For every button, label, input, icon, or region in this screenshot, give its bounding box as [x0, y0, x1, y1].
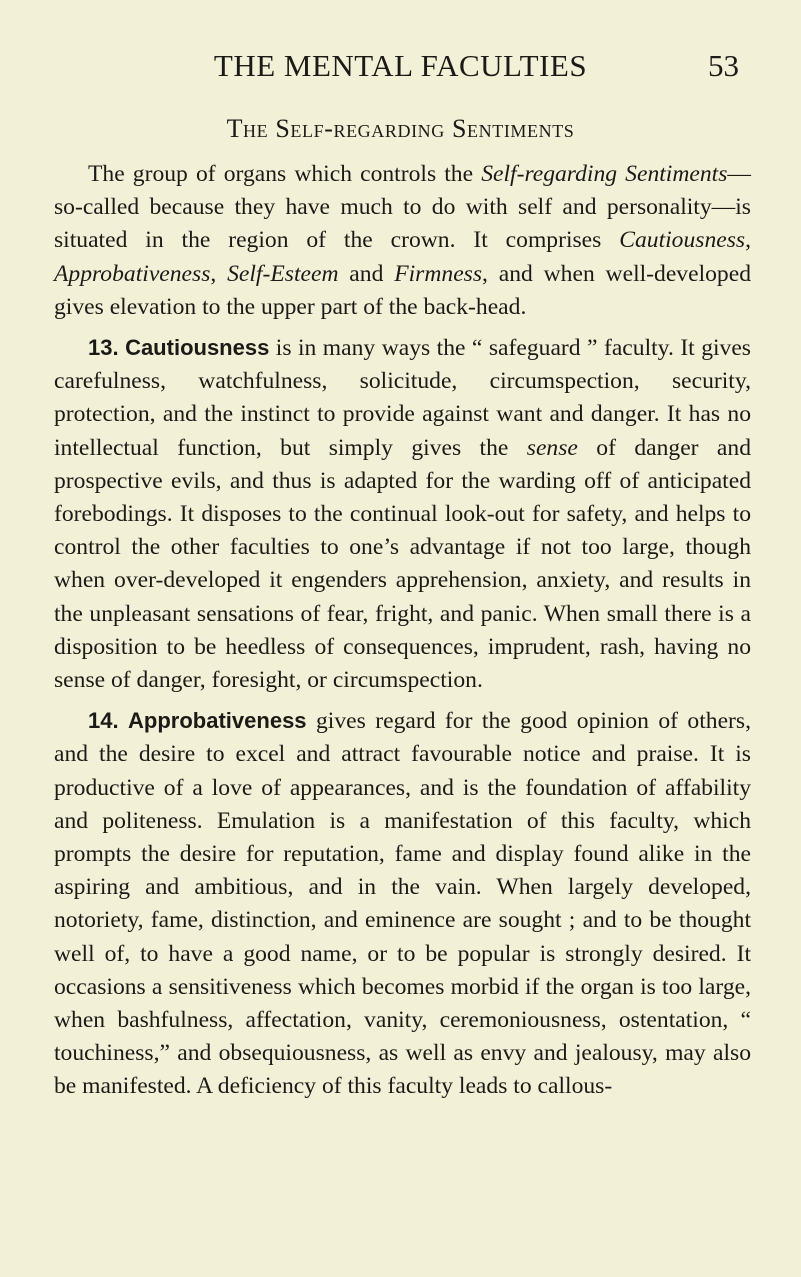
- intro-text: The group of organs which controls the: [88, 161, 482, 187]
- running-title: THE MENTAL FACULTIES: [213, 48, 588, 83]
- intro-paragraph: [54, 158, 751, 324]
- term-self-esteem: Self-Esteem: [227, 260, 339, 287]
- page-number: 53: [708, 48, 739, 83]
- emphasis-sense: sense: [526, 434, 578, 461]
- paragraph-text: is in many ways the “ safeguard ” faculty. It gives carefulness, watchfulness, solicitude, circumspection, security, protection, and the instinct to provide against want and danger. It has no intellectual function, but simply gives the: [54, 335, 751, 461]
- cautiousness-paragraph: [54, 331, 751, 697]
- term-self-regarding-sentiments: Self-regarding Sentiments: [481, 161, 728, 187]
- running-head: [54, 46, 747, 86]
- separator-text: and: [338, 260, 395, 287]
- paragraph-number: 13.: [88, 335, 119, 361]
- faculty-name: Cautiousness: [125, 335, 270, 361]
- paragraph-text: gives regard for the good opinion of others, and the desire to excel and attract favourable notice and praise. It is productive of a love of appearances, and is the foundation of affability and politeness. Emulation is a manifestation of this faculty, which prompts the desire for reputation, fame and display found alike in the aspiring and ambitious, and in the vain. When largely developed, notoriety, fame, distinction, and eminence are sought ; and to be thought well of, to have a good name, or to be popular is strongly desired. It occasions a sensitiveness which becomes morbid if the organ is too large, when bashfulness, affectation, vanity, ceremoniousness, ostentation, “ touchiness,” and obsequiousness, as well as envy and jealousy, may also be manifested. A deficiency of this faculty leads to callous-: [54, 708, 751, 1100]
- faculty-name: Approbativeness: [128, 708, 307, 734]
- paragraph-number: 14.: [88, 708, 119, 734]
- separator-text: ,: [210, 260, 228, 287]
- intro-text: , and when well-developed gives elevation to the upper part of the back-head.: [54, 260, 751, 320]
- approbativeness-paragraph: [54, 704, 751, 1103]
- paragraph-text: of danger and prospective evils, and thus is adapted for the warding off of anticipated forebodings. It disposes to the continual look-out for safety, and helps to control the other faculties to one’s advantage if not too large, though when over-developed it engenders apprehension, anxiety, and results in the unpleasant sensations of fear, fright, and panic. When small there is a disposition to be heedless of consequences, imprudent, rash, having no sense of danger, foresight, or circumspection.: [54, 434, 751, 694]
- term-approbativeness: Approbativeness: [54, 260, 211, 287]
- intro-text: —so-called because they have much to do with self and personality—is situated in the region of the crown. It comprises: [54, 161, 751, 254]
- body-text: [54, 158, 751, 1111]
- term-cautiousness: Cautiousness: [619, 227, 746, 254]
- section-heading: The Self-regarding Sentiments: [226, 114, 575, 143]
- separator-text: ,: [745, 227, 751, 254]
- term-firmness: Firmness: [394, 260, 483, 287]
